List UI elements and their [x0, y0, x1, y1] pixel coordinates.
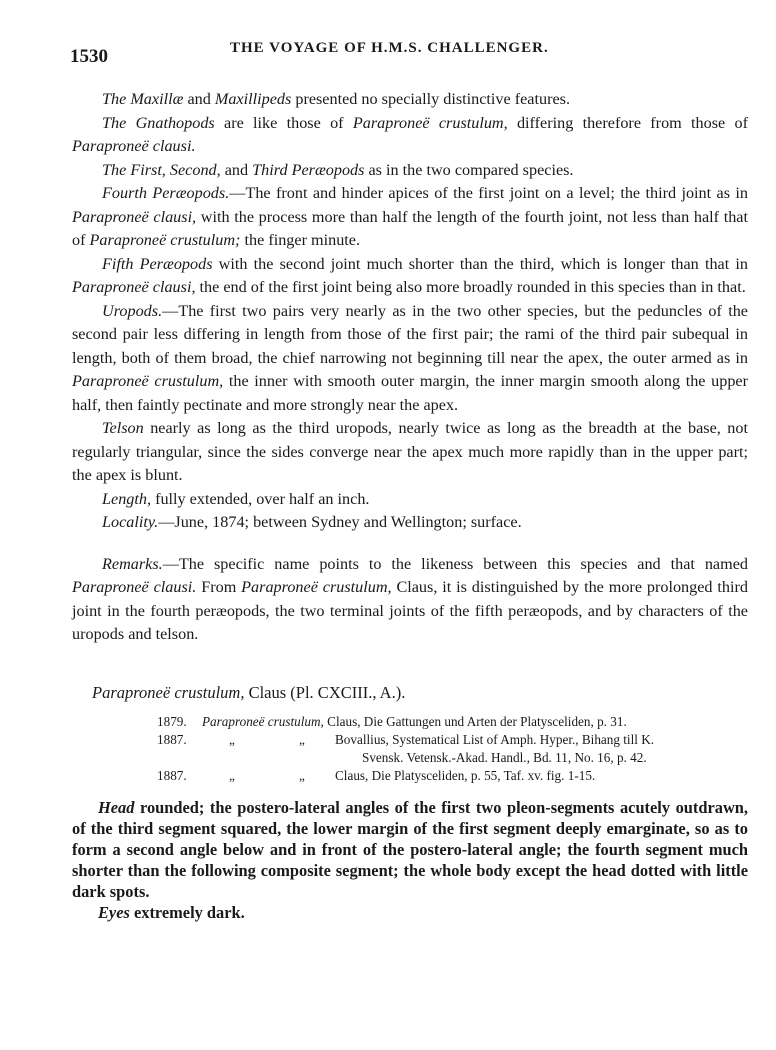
- page-body: [72, 88, 748, 923]
- text: are like those of: [214, 113, 353, 132]
- text: presented no specially distinctive features.: [291, 90, 570, 108]
- term-uropods: Uropods.: [102, 301, 163, 320]
- text: rounded; the postero-lateral angles of the first two pleon-segments acutely outdrawn, of the third segment squared, the lower margin of the first segment deeply emarginate, so as to form a second angle below and in front of the postero-lateral angle; the fourth segment much shorter than the following composite segment; the whole body except the head dotted with little dark spots.: [72, 797, 748, 901]
- text: fully extended, over half an inch.: [151, 489, 370, 508]
- synonymy-list: [157, 713, 748, 785]
- paragraph-gnathopods: [72, 112, 748, 159]
- paragraph-peraeopods-1-3: [72, 159, 748, 183]
- ref-species-name: Paraproneë crustulum,: [202, 713, 324, 729]
- term-peraeopods: The First, Second,: [102, 160, 221, 179]
- text: the inner with smooth outer margin, the inner margin smooth along the upper half, then faintly pectinate and more strongly near the apex.: [72, 372, 748, 414]
- paragraph-maxillae: [72, 88, 748, 112]
- paragraph-fifth-peraeopods: [72, 253, 748, 300]
- species-ref: Paraproneë clausi.: [72, 578, 197, 596]
- term-gnathopods: The Gnathopods: [102, 113, 215, 132]
- synonymy-entry: [157, 731, 748, 767]
- ref-text-continued: Svensk. Vetensk.-Akad. Handl., Bd. 11, No. 16, p. 42.: [362, 749, 647, 765]
- paragraph-fourth-peraeopods: [72, 182, 748, 253]
- page-header: [70, 40, 750, 74]
- paragraph-length: [72, 488, 748, 512]
- ditto-mark: „: [229, 731, 235, 747]
- text: —The specific name points to the likeness between this species and that named: [162, 554, 748, 573]
- text: —The front and hinder apices of the first joint on a level; the third joint as in: [229, 184, 748, 202]
- term-maxillae: The Maxillæ: [102, 90, 184, 108]
- text: From: [196, 578, 242, 596]
- text: as in the two compared species.: [364, 160, 574, 179]
- ditto-mark: „: [299, 731, 305, 747]
- term-fourth-peraeopods: Fourth Peræopods.: [102, 184, 230, 202]
- running-title: THE VOYAGE OF H.M.S. CHALLENGER.: [230, 40, 549, 56]
- paragraph-uropods: [72, 300, 748, 418]
- species-heading: [92, 681, 748, 705]
- term-length: Length,: [102, 489, 152, 508]
- text: differing therefore from those of: [507, 113, 748, 132]
- synonymy-entry: [157, 713, 748, 731]
- text: extremely dark.: [129, 902, 245, 922]
- ditto-mark: „: [229, 767, 235, 783]
- term-telson: Telson: [102, 419, 144, 437]
- species-name: Paraproneë crustulum,: [92, 682, 245, 702]
- ref-text: Claus, Die Gattungen und Arten der Platysceliden, p. 31.: [323, 713, 627, 729]
- text: —June, 1874; between Sydney and Wellington; surface.: [158, 513, 522, 531]
- text: Claus, it is distinguished by the more prolonged third joint in the fourth peræopods, the two terminal joints of the fifth peræopods, and by characters of the uropods and telson.: [72, 578, 748, 643]
- ditto-mark: „: [299, 767, 305, 783]
- species-authority: Claus (Pl. CXCIII., A.).: [244, 682, 406, 702]
- term-third-peraeopods: Third Peræopods: [252, 160, 365, 179]
- species-ref: Paraproneë crustulum;: [89, 231, 241, 249]
- term-maxillipeds: Maxillipeds: [214, 90, 292, 108]
- term-head: Head: [98, 797, 135, 817]
- paragraph-eyes: [72, 902, 748, 923]
- paragraph-telson: [72, 417, 748, 488]
- text: nearly as long as the third uropods, nearly twice as long as the breadth at the base, not regularly triangular, since the sides converge near the apex much more rapidly than in the upper part; the apex is blunt.: [72, 419, 748, 484]
- text: with the process more than half the length of the fourth joint, not less than half that of: [72, 207, 748, 249]
- species-ref: Paraproneë crustulum,: [241, 578, 392, 596]
- term-locality: Locality.: [102, 513, 159, 531]
- paragraph-locality: [72, 511, 748, 535]
- ref-text: Claus, Die Platysceliden, p. 55, Taf. xv. fig. 1-15.: [335, 767, 596, 783]
- paragraph-remarks: [72, 553, 748, 647]
- text: and: [220, 160, 253, 179]
- ref-year: 1887.: [157, 767, 187, 783]
- species-ref: Paraproneë crustulum,: [72, 372, 224, 390]
- synonymy-entry: [157, 767, 748, 785]
- ref-year: 1887.: [157, 731, 187, 747]
- text: the end of the first joint being also more broadly rounded in this species than in that.: [195, 278, 746, 296]
- ref-text: Bovallius, Systematical List of Amph. Hyper., Bihang till K.: [335, 731, 655, 747]
- text: with the second joint much shorter than the third, which is longer than that in: [212, 254, 748, 273]
- species-ref: Paraproneë clausi.: [72, 137, 196, 155]
- species-ref: Paraproneë crustulum,: [352, 113, 508, 132]
- species-ref: Paraproneë clausi,: [72, 207, 197, 226]
- term-eyes: Eyes: [98, 902, 130, 922]
- spacer: [72, 535, 748, 553]
- term-remarks: Remarks.: [102, 554, 163, 573]
- paragraph-head: [72, 797, 748, 902]
- term-fifth-peraeopods: Fifth Peræopods: [102, 254, 213, 273]
- text: and: [183, 90, 215, 108]
- species-ref: Paraproneë clausi,: [72, 278, 196, 296]
- text: —The first two pairs very nearly as in the two other species, but the peduncles of the second pair less differing in length from those of the first pair; the rami of the third pair subequal in length, both of them broad, the chief narrowing not beginning till near the apex, the outer armed as in: [72, 301, 748, 367]
- ref-year: 1879.: [157, 713, 187, 729]
- page-number: 1530: [70, 46, 108, 67]
- text: the finger minute.: [240, 231, 361, 249]
